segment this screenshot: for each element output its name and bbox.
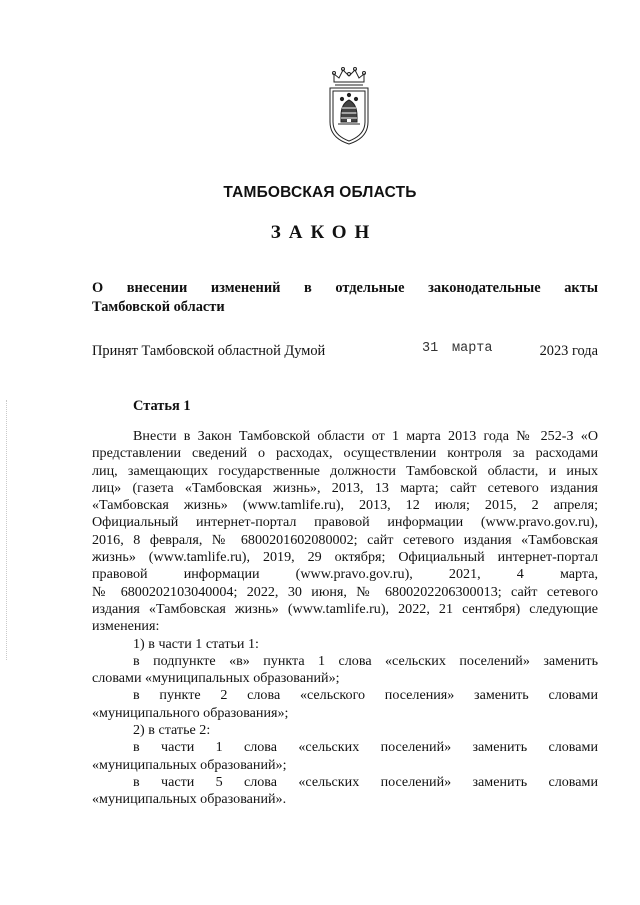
law-subject-line-2: Тамбовской области (92, 299, 225, 315)
law-subject-line-1: О внесении изменений в отдельные законодательные акты (92, 280, 598, 296)
body-line: лиц» (газета «Тамбовская жизнь», 2013, 13 марта; сайт сетевого издания (92, 479, 598, 496)
body-line: № 6800202103040004; 2022, 30 июня, № 6800202206300013; сайт сетевого (92, 583, 598, 600)
amendment-item-2: 2) в статье 2: (133, 722, 211, 739)
tambov-coat-of-arms-icon (322, 64, 376, 146)
body-line: правовой информации (www.pravo.gov.ru), 2021, 4 марта, (92, 566, 598, 583)
body-line: 2016, 8 февраля, № 6800201602080002; сайт сетевого издания «Тамбовская (92, 531, 598, 548)
adoption-year: 2023 года (539, 343, 598, 359)
body-line: Официальный интернет-портал правовой информации (www.pravo.gov.ru), (92, 514, 598, 531)
article-body (92, 428, 598, 809)
scan-margin-mark (6, 400, 8, 660)
body-line: в части 5 слова «сельских поселений» заменить словами (133, 773, 598, 790)
amendment-item-1: 1) в части 1 статьи 1: (133, 635, 259, 652)
body-line: «муниципального образования»; (92, 704, 289, 721)
body-line: жизнь» (www.tamlife.ru), 2019, 29 октября; Официальный интернет-портал (92, 549, 598, 566)
adoption-day: 31 (422, 341, 439, 356)
body-line: лиц, замещающих государственные должности Тамбовской области, и иных (92, 462, 598, 479)
body-line: в пункте 2 слова «сельского поселения» заменить словами (133, 687, 598, 704)
document-type-title: ЗАКОН (270, 222, 378, 243)
region-title: ТАМБОВСКАЯ ОБЛАСТЬ (223, 184, 417, 201)
body-line: «муниципальных образований». (92, 791, 287, 808)
body-line: издания «Тамбовская жизнь» (www.tamlife.ru), 2022, 21 сентября) следующие (92, 600, 598, 617)
adoption-statement: Принят Тамбовской областной Думой (92, 343, 326, 359)
law-subject (92, 279, 598, 317)
body-line: изменения: (92, 618, 160, 635)
body-line: представлении сведений о расходах, осуществлении контроля за расходами (92, 445, 598, 462)
body-line: «Тамбовская жизнь» (www.tamlife.ru), 2013, 12 июля; 2015, 2 апреля; (92, 497, 598, 514)
body-line: Внести в Закон Тамбовской области от 1 марта 2013 года № 252-З «О (133, 428, 598, 444)
body-line: в части 1 слова «сельских поселений» заменить словами (133, 739, 598, 756)
adoption-month: марта (452, 341, 493, 356)
article-heading: Статья 1 (133, 398, 191, 414)
body-line: словами «муниципальных образований»; (92, 670, 340, 687)
body-line: в подпункте «в» пункта 1 слова «сельских поселений» заменить (133, 652, 598, 669)
body-line: «муниципальных образований»; (92, 756, 287, 773)
